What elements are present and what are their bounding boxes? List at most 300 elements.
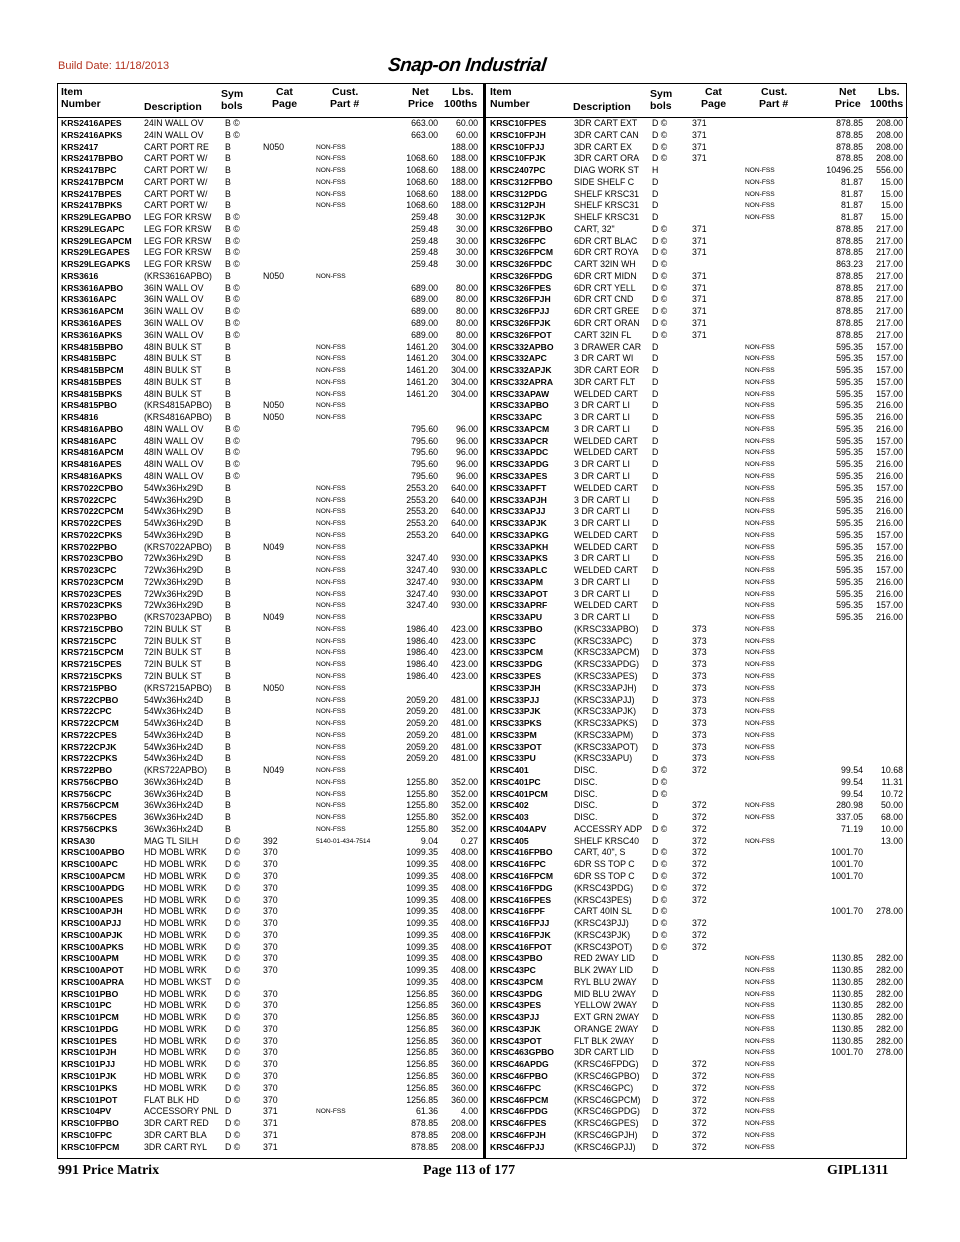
- item-symbols: D ©: [225, 1023, 241, 1034]
- customer-part-number: NON-FSS: [316, 637, 346, 645]
- net-price: 689.00: [411, 282, 438, 293]
- catalog-page: 372: [692, 1094, 707, 1105]
- table-row: [58, 200, 483, 212]
- header-100ths: 100ths: [870, 98, 904, 110]
- item-description: HD MOBL WRK: [144, 988, 207, 999]
- item-symbols: D: [652, 423, 659, 434]
- net-price: 878.85: [836, 294, 863, 305]
- customer-part-number: NON-FSS: [745, 708, 775, 716]
- item-symbols: B: [225, 623, 231, 634]
- item-symbols: B: [225, 270, 231, 281]
- table-row: [58, 271, 483, 283]
- customer-part-number: NON-FSS: [745, 967, 775, 975]
- customer-part-number: NON-FSS: [745, 1120, 775, 1128]
- catalog-page: 372: [692, 941, 707, 952]
- table-row: [486, 318, 908, 330]
- item-symbols: D: [652, 1094, 659, 1105]
- weight-lbs: 217.00: [876, 259, 903, 270]
- header-part: Part #: [330, 98, 360, 110]
- header-number: Number: [490, 98, 530, 110]
- table-row: [58, 424, 483, 436]
- catalog-page: N049: [263, 765, 285, 776]
- weight-lbs: 481.00: [451, 753, 478, 764]
- customer-part-number: NON-FSS: [316, 378, 346, 386]
- item-description: 72IN BULK ST: [144, 623, 202, 634]
- item-description: (KRSC33APKS): [574, 718, 638, 729]
- net-price: 663.00: [411, 129, 438, 140]
- table-row: [486, 542, 908, 554]
- net-price: 2553.20: [406, 506, 438, 517]
- catalog-page: N050: [263, 400, 285, 411]
- catalog-page: 372: [692, 1059, 707, 1070]
- table-row: [486, 259, 908, 271]
- item-number: KRSC101PJH: [61, 1047, 117, 1058]
- item-symbols: B ©: [225, 306, 240, 317]
- catalog-page: 371: [692, 270, 707, 281]
- net-price: 2059.20: [406, 741, 438, 752]
- item-number: KRSC10FPCM: [61, 1141, 120, 1152]
- item-description: SHELF KRSC31: [574, 188, 640, 199]
- item-number: KRS3616: [61, 270, 99, 281]
- item-description: 48IN BULK ST: [144, 388, 202, 399]
- table-row: [486, 471, 908, 483]
- build-date: Build Date: 11/18/2013: [58, 60, 170, 72]
- item-symbols: B: [225, 682, 231, 693]
- right-column: [483, 84, 908, 1158]
- net-price: 795.60: [411, 470, 438, 481]
- customer-part-number: NON-FSS: [316, 578, 346, 586]
- catalog-page: 370: [263, 894, 278, 905]
- table-row: [486, 930, 908, 942]
- table-row: [58, 895, 483, 907]
- header-bols: bols: [221, 100, 243, 112]
- customer-part-number: NON-FSS: [745, 1049, 775, 1057]
- table-row: [58, 965, 483, 977]
- customer-part-number: NON-FSS: [745, 390, 775, 398]
- net-price: 595.35: [836, 600, 863, 611]
- weight-lbs: 408.00: [451, 871, 478, 881]
- item-number: KRSC10FPJH: [490, 129, 546, 140]
- table-row: [486, 294, 908, 306]
- weight-lbs: 640.00: [451, 494, 478, 505]
- item-description: (KRSC33APOT): [574, 741, 639, 752]
- item-symbols: D: [652, 565, 659, 576]
- net-price: 1068.60: [406, 200, 438, 211]
- table-row: [58, 447, 483, 459]
- item-symbols: D: [652, 1106, 659, 1117]
- weight-lbs: 80.00: [455, 294, 478, 305]
- item-symbols: D: [652, 435, 659, 446]
- catalog-page: 372: [692, 1071, 707, 1082]
- table-row: [58, 1095, 483, 1107]
- net-price: 1099.35: [406, 918, 438, 929]
- weight-lbs: 208.00: [876, 129, 903, 140]
- item-symbols: B ©: [225, 435, 240, 446]
- item-symbols: D ©: [652, 306, 668, 317]
- catalog-page: 392: [263, 835, 278, 846]
- customer-part-number: NON-FSS: [316, 531, 346, 539]
- table-row: [58, 695, 483, 707]
- table-row: [58, 247, 483, 259]
- item-description: HD MOBL WRK: [144, 882, 207, 893]
- item-number: KRSC404APV: [490, 823, 547, 834]
- weight-lbs: 360.00: [451, 1071, 478, 1082]
- customer-part-number: NON-FSS: [745, 1073, 775, 1081]
- weight-lbs: 360.00: [451, 1012, 478, 1023]
- table-row: [486, 977, 908, 989]
- item-description: HD MOBL WRK: [144, 906, 207, 917]
- item-number: KRSC33APFT: [490, 482, 547, 493]
- item-description: 72Wx36Hx29D: [144, 553, 204, 564]
- weight-lbs: 216.00: [876, 506, 903, 517]
- item-symbols: D ©: [225, 976, 241, 987]
- catalog-page: 371: [692, 306, 707, 317]
- table-row: [486, 424, 908, 436]
- item-description: HD MOBL WRK: [144, 941, 207, 952]
- item-symbols: D: [652, 518, 659, 529]
- item-number: KRS2417BPES: [61, 188, 122, 199]
- weight-lbs: 423.00: [451, 623, 478, 634]
- weight-lbs: 304.00: [451, 376, 478, 387]
- catalog-page: 373: [692, 729, 707, 740]
- price-table: [57, 83, 907, 1159]
- customer-part-number: NON-FSS: [745, 590, 775, 598]
- item-description: DISC.: [574, 812, 598, 823]
- customer-part-number: NON-FSS: [745, 602, 775, 610]
- table-row: [58, 742, 483, 754]
- weight-lbs: 408.00: [451, 847, 478, 858]
- weight-lbs: 640.00: [451, 506, 478, 517]
- table-row: [486, 718, 908, 730]
- item-description: 72IN BULK ST: [144, 647, 202, 658]
- item-number: KRSC43PES: [490, 1000, 542, 1011]
- customer-part-number: NON-FSS: [745, 355, 775, 363]
- item-symbols: D ©: [225, 1059, 241, 1070]
- item-symbols: D: [652, 659, 659, 670]
- customer-part-number: NON-FSS: [745, 637, 775, 645]
- item-symbols: B: [225, 400, 231, 411]
- weight-lbs: 217.00: [876, 223, 903, 234]
- table-row: [486, 989, 908, 1001]
- net-price: 81.87: [840, 188, 863, 199]
- item-symbols: D ©: [225, 988, 241, 999]
- item-symbols: D: [652, 965, 659, 976]
- weight-lbs: 352.00: [451, 788, 478, 799]
- item-symbols: D ©: [225, 1035, 241, 1046]
- table-row: [486, 306, 908, 318]
- table-row: [486, 224, 908, 236]
- item-description: CART PORT W/: [144, 200, 208, 211]
- net-price: 689.00: [411, 294, 438, 305]
- item-symbols: B: [225, 388, 231, 399]
- table-row: [58, 930, 483, 942]
- item-symbols: D: [652, 1023, 659, 1034]
- net-price: 1099.35: [406, 929, 438, 940]
- table-row: [58, 189, 483, 201]
- net-price: 878.85: [836, 329, 863, 340]
- catalog-page: 370: [263, 965, 278, 976]
- item-number: KRSC402: [490, 800, 529, 811]
- item-description: CART, 32": [574, 223, 615, 234]
- table-row: [58, 177, 483, 189]
- header-number: Number: [61, 98, 101, 110]
- item-symbols: D: [652, 1059, 659, 1070]
- net-price: 878.85: [411, 1141, 438, 1152]
- net-price: 595.35: [836, 353, 863, 364]
- customer-part-number: NON-FSS: [745, 578, 775, 586]
- net-price: 2553.20: [406, 494, 438, 505]
- item-description: FLT BLK 2WAY: [574, 1035, 635, 1046]
- item-number: KRSC101PBO: [61, 988, 119, 999]
- net-price: 595.35: [836, 365, 863, 376]
- table-row: [486, 1130, 908, 1142]
- net-price: 795.60: [411, 423, 438, 434]
- table-row: [486, 483, 908, 495]
- item-symbols: B: [225, 494, 231, 505]
- item-symbols: B ©: [225, 223, 240, 234]
- net-price: 595.35: [836, 423, 863, 434]
- catalog-page: N050: [263, 412, 285, 423]
- weight-lbs: 216.00: [876, 612, 903, 623]
- customer-part-number: NON-FSS: [745, 178, 775, 186]
- item-description: CART PORT W/: [144, 188, 208, 199]
- catalog-page: 371: [263, 1106, 278, 1117]
- table-row: [58, 1130, 483, 1142]
- item-number: KRS7022CPES: [61, 518, 122, 529]
- header-bols: bols: [650, 100, 672, 112]
- item-description: 3 DR CART LI: [574, 553, 630, 564]
- customer-part-number: NON-FSS: [745, 1025, 775, 1033]
- item-symbols: D ©: [225, 941, 241, 952]
- weight-lbs: 408.00: [451, 918, 478, 929]
- weight-lbs: 304.00: [451, 365, 478, 376]
- catalog-page: 372: [692, 871, 707, 881]
- customer-part-number: NON-FSS: [745, 343, 775, 351]
- table-row: [58, 1106, 483, 1118]
- header-price: Price: [408, 98, 434, 110]
- catalog-page: N050: [263, 270, 285, 281]
- net-price: 259.48: [411, 223, 438, 234]
- net-price: 1256.85: [406, 1094, 438, 1105]
- item-description: 3 DR CART LI: [574, 576, 630, 587]
- header-lbs: Lbs.: [878, 86, 900, 98]
- catalog-page: 372: [692, 894, 707, 905]
- net-price: 1130.85: [831, 965, 863, 976]
- item-symbols: D: [652, 576, 659, 587]
- item-number: KRS756CPC: [61, 788, 112, 799]
- item-symbols: D ©: [652, 259, 668, 270]
- weight-lbs: 157.00: [876, 565, 903, 576]
- weight-lbs: 208.00: [451, 1129, 478, 1140]
- customer-part-number: NON-FSS: [316, 731, 346, 739]
- net-price: 1255.80: [406, 776, 438, 787]
- item-number: KRSC401: [490, 765, 529, 776]
- customer-part-number: NON-FSS: [316, 355, 346, 363]
- item-number: KRS2417BPKS: [61, 200, 123, 211]
- table-row: [58, 353, 483, 365]
- table-row: [486, 436, 908, 448]
- customer-part-number: NON-FSS: [745, 684, 775, 692]
- item-number: KRSC326FPOT: [490, 329, 552, 340]
- weight-lbs: 80.00: [455, 282, 478, 293]
- table-row: [58, 847, 483, 859]
- item-symbols: D ©: [225, 1047, 241, 1058]
- net-price: 2553.20: [406, 529, 438, 540]
- net-price: 1130.85: [831, 1000, 863, 1011]
- net-price: 1986.40: [406, 623, 438, 634]
- item-symbols: B: [225, 553, 231, 564]
- catalog-page: 370: [263, 918, 278, 929]
- net-price: 1256.85: [406, 1000, 438, 1011]
- item-symbols: D: [652, 376, 659, 387]
- item-description: 6DR SS TOP C: [574, 859, 635, 870]
- header-lbs: Lbs.: [452, 86, 474, 98]
- table-row: [486, 589, 908, 601]
- item-description: RED 2WAY LID: [574, 953, 635, 964]
- item-symbols: B: [225, 694, 231, 705]
- weight-lbs: 216.00: [876, 459, 903, 470]
- customer-part-number: NON-FSS: [745, 990, 775, 998]
- item-number: KRS722CPC: [61, 706, 112, 717]
- table-row: [486, 624, 908, 636]
- net-price: 878.85: [836, 318, 863, 329]
- item-description: (KRSC33APM): [574, 729, 634, 740]
- weight-lbs: 188.00: [451, 153, 478, 164]
- net-price: 878.85: [836, 153, 863, 164]
- item-number: KRSC33APDC: [490, 447, 549, 458]
- catalog-page: 373: [692, 623, 707, 634]
- item-symbols: B ©: [225, 294, 240, 305]
- table-row: [486, 565, 908, 577]
- weight-lbs: 96.00: [455, 447, 478, 458]
- item-description: (KRS7215APBO): [144, 682, 212, 693]
- catalog-page: N050: [263, 141, 285, 152]
- item-number: KRSC100APKS: [61, 941, 124, 952]
- item-symbols: B: [225, 729, 231, 740]
- weight-lbs: 282.00: [876, 1000, 903, 1011]
- item-description: (KRSC43PDG): [574, 882, 634, 893]
- weight-lbs: 208.00: [451, 1141, 478, 1152]
- table-row: [486, 965, 908, 977]
- weight-lbs: 930.00: [451, 576, 478, 587]
- item-description: (KRSC43PJK): [574, 929, 631, 940]
- weight-lbs: 157.00: [876, 435, 903, 446]
- weight-lbs: 96.00: [455, 435, 478, 446]
- table-row: [58, 800, 483, 812]
- weight-lbs: 15.00: [880, 212, 903, 223]
- item-symbols: D: [652, 706, 659, 717]
- item-description: 6DR CRT ORAN: [574, 318, 640, 329]
- net-price: 878.85: [836, 235, 863, 246]
- catalog-page: 372: [692, 1106, 707, 1117]
- item-description: HD MOBL WKST: [144, 976, 212, 987]
- net-price: 595.35: [836, 435, 863, 446]
- table-row: [486, 777, 908, 789]
- weight-lbs: 282.00: [876, 976, 903, 987]
- header-item: Item: [61, 86, 83, 98]
- weight-lbs: 408.00: [451, 953, 478, 964]
- item-description: HD MOBL WRK: [144, 1071, 207, 1082]
- catalog-page: 373: [692, 718, 707, 729]
- item-number: KRSC401PC: [490, 776, 541, 787]
- item-description: WELDED CART: [574, 447, 638, 458]
- item-description: BLK 2WAY LID: [574, 965, 633, 976]
- customer-part-number: NON-FSS: [316, 143, 346, 151]
- net-price: 1099.35: [406, 894, 438, 905]
- item-number: KRSC46FPCM: [490, 1094, 549, 1105]
- weight-lbs: 423.00: [451, 670, 478, 681]
- item-description: 3DR CART RED: [144, 1118, 209, 1129]
- item-number: KRSC463GPBO: [490, 1047, 554, 1058]
- net-price: 1099.35: [406, 859, 438, 870]
- weight-lbs: 80.00: [455, 318, 478, 329]
- item-symbols: B: [225, 506, 231, 517]
- item-number: KRS29LEGAPC: [61, 223, 125, 234]
- net-price: 259.48: [411, 247, 438, 258]
- weight-lbs: 352.00: [451, 776, 478, 787]
- net-price: 1130.85: [831, 1035, 863, 1046]
- table-row: [486, 636, 908, 648]
- net-price: 61.36: [415, 1106, 438, 1117]
- table-row: [486, 1024, 908, 1036]
- net-price: 1461.20: [406, 341, 438, 352]
- header-sym: Sym: [650, 88, 673, 100]
- catalog-page: 373: [692, 741, 707, 752]
- weight-lbs: 282.00: [876, 988, 903, 999]
- weight-lbs: 408.00: [451, 894, 478, 905]
- weight-lbs: 157.00: [876, 529, 903, 540]
- item-number: KRSC101PES: [61, 1035, 117, 1046]
- customer-part-number: NON-FSS: [316, 484, 346, 492]
- net-price: 1099.35: [406, 941, 438, 952]
- weight-lbs: 208.00: [876, 153, 903, 164]
- net-price: 595.35: [836, 412, 863, 423]
- item-number: KRS7022CPBO: [61, 482, 124, 493]
- weight-lbs: 408.00: [451, 859, 478, 870]
- net-price: 595.35: [836, 459, 863, 470]
- item-description: 36IN WALL OV: [144, 306, 204, 317]
- weight-lbs: 208.00: [876, 118, 903, 128]
- item-symbols: B: [225, 635, 231, 646]
- item-number: KRSC33PJH: [490, 682, 541, 693]
- item-description: 54Wx36Hx24D: [144, 753, 204, 764]
- item-description: 3 DR CART LI: [574, 588, 630, 599]
- item-number: KRSC100APM: [61, 953, 119, 964]
- item-number: KRSC101PDG: [61, 1023, 119, 1034]
- item-symbols: D ©: [652, 235, 668, 246]
- item-number: KRSC33APCR: [490, 435, 549, 446]
- net-price: 689.00: [411, 318, 438, 329]
- catalog-page: 372: [692, 847, 707, 858]
- weight-lbs: 217.00: [876, 282, 903, 293]
- table-row: [58, 506, 483, 518]
- item-description: 48IN BULK ST: [144, 376, 202, 387]
- item-symbols: D ©: [225, 1000, 241, 1011]
- customer-part-number: NON-FSS: [745, 955, 775, 963]
- item-description: (KRS4816APBO): [144, 412, 212, 423]
- customer-part-number: NON-FSS: [745, 555, 775, 563]
- weight-lbs: 15.00: [880, 200, 903, 211]
- item-description: WELDED CART: [574, 529, 638, 540]
- item-number: KRSC33PM: [490, 729, 537, 740]
- item-symbols: D: [652, 529, 659, 540]
- item-symbols: D ©: [225, 871, 241, 881]
- item-number: KRS4816APCM: [61, 447, 124, 458]
- item-number: KRSC312FPBO: [490, 176, 553, 187]
- item-number: KRSC101PJJ: [61, 1059, 115, 1070]
- table-row: [486, 518, 908, 530]
- customer-part-number: NON-FSS: [745, 190, 775, 198]
